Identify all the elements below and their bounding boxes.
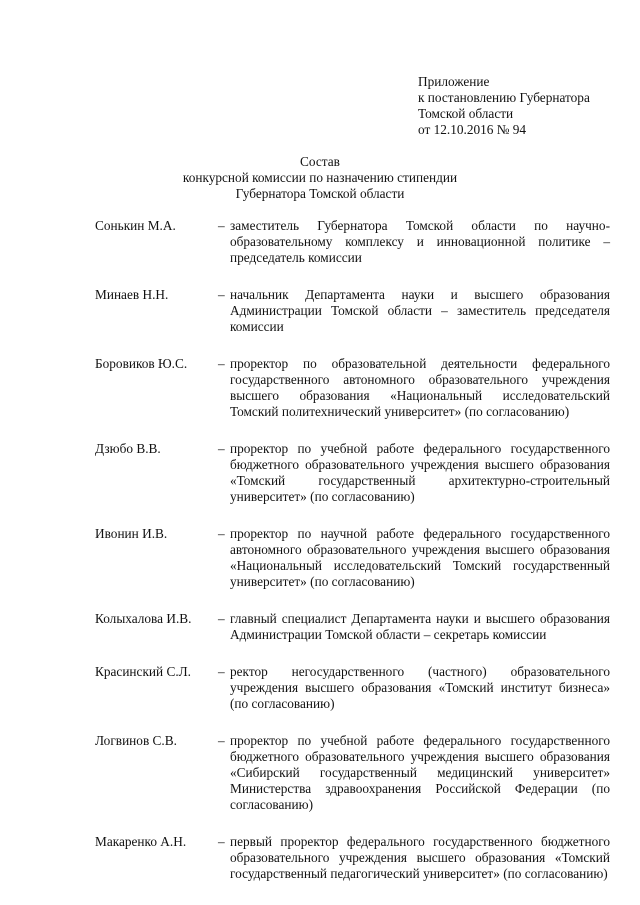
member-role: проректор по учебной работе федерального государственного бюджетного образовательного учреждения высшего образования «Томский государственный архитектурно-строительный университет» (по согласованию)	[230, 441, 610, 504]
member-dash: –	[218, 356, 225, 371]
member-dash: –	[218, 441, 225, 456]
member-name: Дзюбо В.В.	[95, 441, 161, 456]
member-dash: –	[218, 611, 225, 626]
member-entry	[95, 664, 610, 712]
appendix-line: от 12.10.2016 № 94	[418, 122, 527, 137]
member-entry	[95, 526, 610, 590]
member-dash: –	[218, 287, 225, 302]
member-entry	[95, 441, 610, 505]
member-dash: –	[218, 218, 225, 233]
member-entry	[95, 611, 610, 643]
member-entry	[95, 733, 610, 813]
member-name: Боровиков Ю.С.	[95, 356, 188, 371]
member-entry	[95, 218, 610, 266]
member-role: проректор по учебной работе федерального государственного бюджетного образовательного учреждения высшего образования «Сибирский государственный медицинский университет» Министерства здравоохранения Российской Федерации (по согласованию)	[230, 733, 610, 812]
member-role: начальник Департамента науки и высшего образования Администрации Томской области – заместитель председателя комиссии	[230, 287, 610, 334]
appendix-line: к постановлению Губернатора	[418, 90, 590, 105]
member-name: Красинский С.Л.	[95, 664, 192, 679]
member-name: Минаев Н.Н.	[95, 287, 169, 302]
appendix-line: Приложение	[418, 74, 490, 89]
member-entry	[95, 287, 610, 335]
member-name: Сонькин М.А.	[95, 218, 176, 233]
member-name: Логвинов С.В.	[95, 733, 177, 748]
member-dash: –	[218, 733, 225, 748]
member-dash: –	[218, 664, 225, 679]
title-line: конкурсной комиссии по назначению стипендии	[182, 170, 458, 185]
appendix-line: Томской области	[418, 106, 514, 121]
title-line: Губернатора Томской области	[235, 186, 405, 201]
member-role: первый проректор федерального государственного бюджетного образовательного учреждения высшего образования «Томский государственный педагогический университет» (по согласованию)	[230, 834, 610, 881]
member-role: проректор по образовательной деятельности федерального государственного автономного образовательного учреждения высшего образования «Национальный исследовательский Томский политехнический университет» (по согласованию)	[230, 356, 610, 419]
title-line: Состав	[300, 154, 340, 169]
appendix-block	[418, 74, 618, 138]
member-dash: –	[218, 526, 225, 541]
member-name: Колыхалова И.В.	[95, 611, 192, 626]
member-role: главный специалист Департамента науки и высшего образования Администрации Томской области – секретарь комиссии	[230, 611, 610, 642]
member-role: проректор по научной работе федерального государственного автономного образовательного учреждения высшего образования «Национальный исследовательский Томский государственный университет» (по согласованию)	[230, 526, 610, 589]
member-name: Ивонин И.В.	[95, 526, 168, 541]
member-dash: –	[218, 834, 225, 849]
member-entry	[95, 356, 610, 420]
member-role: заместитель Губернатора Томской области по научно-образовательному комплексу и инновационной политике – председатель комиссии	[230, 218, 610, 265]
member-name: Макаренко А.Н.	[95, 834, 187, 849]
member-role: ректор негосударственного (частного) образовательного учреждения высшего образования «Томский институт бизнеса» (по согласованию)	[230, 664, 610, 711]
members-list	[95, 218, 610, 903]
document-title	[0, 154, 640, 202]
member-entry	[95, 834, 610, 882]
